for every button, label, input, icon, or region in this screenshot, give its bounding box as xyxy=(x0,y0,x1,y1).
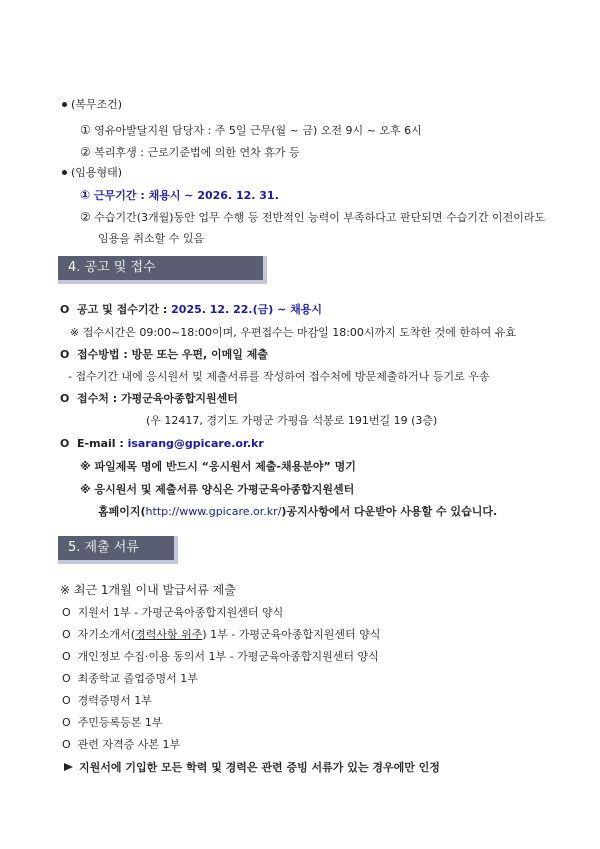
document-item xyxy=(62,606,283,620)
bullet-work-conditions xyxy=(62,98,122,112)
document-item-underlined: 경력사항 위주 xyxy=(135,628,203,641)
probation-text-line1: 수습기간(3개월)동안 업무 수행 등 전반적인 능력이 부족하다고 판단되면 수습기간 이전이라도 xyxy=(94,211,546,224)
period-value: 2025. 12. 22.(금) ~ 채용시 xyxy=(171,303,323,316)
section-5-heading xyxy=(58,536,178,564)
email-label: E-mail : xyxy=(77,437,128,450)
circle-bullet-icon: O xyxy=(60,303,70,316)
document-item-text: 자기소개서( xyxy=(77,628,136,641)
email-line xyxy=(60,437,264,451)
work-item-text: 영유아발달지원 담당자 : 주 5일 근무(월 ~ 금) 오전 9시 ~ 오후 6시 xyxy=(94,124,422,137)
period-note: ※ 접수시간은 09:00~18:00이며, 우편접수는 마감일 18:00시까지 도착한 것에 한하여 유효 xyxy=(70,326,517,339)
circle-bullet-icon: O xyxy=(62,606,71,619)
notice-file-title: ※ 파일제목 명에 반드시 “응시원서 제출-채용분야” 명기 xyxy=(80,460,356,473)
bullet-dot-icon xyxy=(62,170,67,175)
bullet-employment-type xyxy=(62,166,122,180)
document-item-text: 관련 자격증 사본 1부 xyxy=(77,738,181,751)
probation-text-line2: 임용을 취소할 수 있음 xyxy=(98,232,205,245)
employment-type-title: (임용형태) xyxy=(71,166,123,179)
document-item xyxy=(62,694,152,708)
employment-period-text: 근무기간 : 채용시 ~ 2026. 12. 31. xyxy=(94,189,279,202)
circle-bullet-icon: O xyxy=(60,437,70,450)
circle-bullet-icon: O xyxy=(62,738,71,751)
circled-number: ② xyxy=(80,145,91,159)
circle-bullet-icon: O xyxy=(62,672,71,685)
section-4-title: 4. 공고 및 접수 xyxy=(68,260,156,275)
document-item-text: 주민등록등본 1부 xyxy=(77,716,163,729)
notice-homepage-pre: 홈페이지( xyxy=(98,505,146,518)
work-item-1 xyxy=(80,123,422,138)
document-item xyxy=(62,672,198,686)
employment-item-1 xyxy=(80,188,279,203)
email-link[interactable]: isarang@gpicare.or.kr xyxy=(127,437,264,450)
circle-bullet-icon: O xyxy=(62,628,71,641)
method-text: 접수방법 : 방문 또는 우편, 이메일 제출 xyxy=(77,348,268,361)
work-item-text: 복리후생 : 근로기준법에 의한 연차 휴가 등 xyxy=(94,146,300,159)
arrow-right-icon xyxy=(64,763,73,771)
circle-bullet-icon: O xyxy=(60,392,70,405)
circle-bullet-icon: O xyxy=(62,694,71,707)
work-item-2 xyxy=(80,145,300,160)
document-item-text: 지원서 1부 - 가평군육아종합지원센터 양식 xyxy=(77,606,284,619)
period-label: 공고 및 접수기간 : xyxy=(77,303,172,316)
document-item xyxy=(62,738,180,752)
notice-homepage-post: )공지사항에서 다운받아 사용할 수 있습니다. xyxy=(281,505,498,518)
notice-form-source: ※ 응시원서 및 제출서류 양식은 가평군육아종합지원센터 xyxy=(80,483,355,496)
circled-number: ① xyxy=(80,123,91,137)
document-item-text: 최종학교 졸업증명서 1부 xyxy=(77,672,198,685)
method-note: - 접수기간 내에 응시원서 및 제출서류를 작성하여 접수처에 방문제출하거나 등기로 우송 xyxy=(68,370,490,383)
notice-homepage xyxy=(98,505,497,519)
circled-number: ① xyxy=(80,188,91,202)
period-line xyxy=(60,303,322,317)
address-text: (우 12417, 경기도 가평군 가평읍 석봉로 191번길 19 (3층) xyxy=(146,414,438,427)
circle-bullet-icon: O xyxy=(60,348,70,361)
method-line xyxy=(60,348,268,362)
section-4-heading xyxy=(58,256,267,284)
final-note-text: 지원서에 기입한 모든 학력 및 경력은 관련 증빙 서류가 있는 경우에만 인정 xyxy=(79,761,440,774)
employment-item-2 xyxy=(80,210,545,225)
document-item xyxy=(62,628,380,642)
place-text: 접수처 : 가평군육아종합지원센터 xyxy=(77,392,238,405)
document-item-text: 경력증명서 1부 xyxy=(77,694,152,707)
section-5-title: 5. 제출 서류 xyxy=(68,540,139,555)
document-item xyxy=(62,716,163,730)
work-conditions-title: (복무조건) xyxy=(71,98,123,111)
bullet-dot-icon xyxy=(62,102,67,107)
document-item xyxy=(62,650,379,664)
circled-number: ② xyxy=(80,210,91,224)
document-item-text: ) 1부 - 가평군육아종합지원센터 양식 xyxy=(202,628,381,641)
documents-intro: ※ 최근 1개월 이내 발급서류 제출 xyxy=(60,583,236,597)
document-item-text: 개인정보 수집·이용 동의서 1부 - 가평군육아종합지원센터 양식 xyxy=(77,650,379,663)
circle-bullet-icon: O xyxy=(62,650,71,663)
place-line xyxy=(60,392,238,406)
homepage-link[interactable]: http://www.gpicare.or.kr/ xyxy=(145,505,282,518)
final-note xyxy=(64,761,440,775)
circle-bullet-icon: O xyxy=(62,716,71,729)
